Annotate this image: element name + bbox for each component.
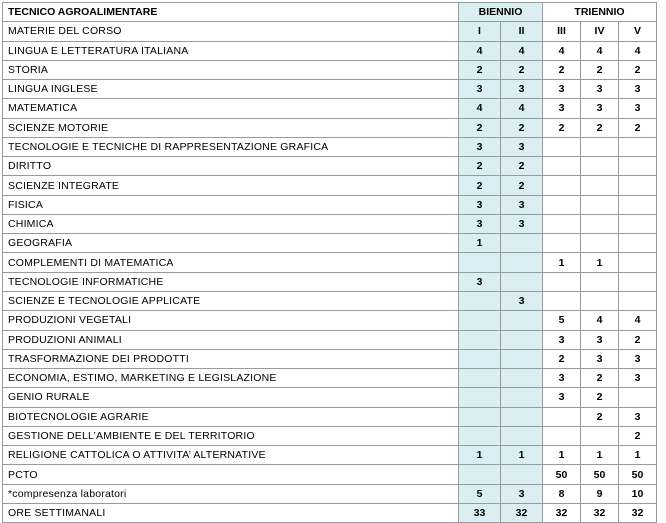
hours-year-5: 10 xyxy=(619,484,657,503)
hours-year-1 xyxy=(459,465,501,484)
hours-year-5: 50 xyxy=(619,465,657,484)
hours-year-1: 2 xyxy=(459,118,501,137)
hours-year-2 xyxy=(501,369,543,388)
hours-year-1: 2 xyxy=(459,176,501,195)
hours-year-3 xyxy=(543,291,581,310)
curriculum-table-body xyxy=(3,3,657,523)
hours-year-3 xyxy=(543,407,581,426)
hours-year-2 xyxy=(501,330,543,349)
hours-year-1: 3 xyxy=(459,137,501,156)
year-header-1: I xyxy=(459,22,501,41)
table-row xyxy=(3,99,657,118)
hours-year-3 xyxy=(543,157,581,176)
hours-year-5: 1 xyxy=(619,446,657,465)
table-row xyxy=(3,195,657,214)
hours-year-2 xyxy=(501,311,543,330)
hours-year-5: 3 xyxy=(619,407,657,426)
hours-year-3 xyxy=(543,137,581,156)
header-row xyxy=(3,3,657,22)
hours-year-2: 3 xyxy=(501,195,543,214)
hours-year-3: 3 xyxy=(543,330,581,349)
table-row xyxy=(3,388,657,407)
hours-year-2 xyxy=(501,253,543,272)
hours-year-2 xyxy=(501,465,543,484)
hours-year-1: 4 xyxy=(459,99,501,118)
subject-name: BIOTECNOLOGIE AGRARIE xyxy=(3,407,459,426)
table-row xyxy=(3,311,657,330)
hours-year-2: 3 xyxy=(501,214,543,233)
subject-name: DIRITTO xyxy=(3,157,459,176)
hours-year-3: 2 xyxy=(543,349,581,368)
subject-name: GENIO RURALE xyxy=(3,388,459,407)
hours-year-5: 3 xyxy=(619,349,657,368)
subject-name: ORE SETTIMANALI xyxy=(3,503,459,522)
hours-year-5 xyxy=(619,214,657,233)
hours-year-5: 4 xyxy=(619,41,657,60)
hours-year-2: 1 xyxy=(501,446,543,465)
hours-year-5: 3 xyxy=(619,369,657,388)
hours-year-3 xyxy=(543,176,581,195)
hours-year-5: 3 xyxy=(619,80,657,99)
hours-year-2: 32 xyxy=(501,503,543,522)
hours-year-5 xyxy=(619,234,657,253)
hours-year-4 xyxy=(581,195,619,214)
table-row xyxy=(3,369,657,388)
hours-year-5 xyxy=(619,137,657,156)
hours-year-1 xyxy=(459,388,501,407)
table-row xyxy=(3,80,657,99)
hours-year-1: 3 xyxy=(459,195,501,214)
subject-name: *compresenza laboratori xyxy=(3,484,459,503)
hours-year-1: 3 xyxy=(459,272,501,291)
hours-year-1: 33 xyxy=(459,503,501,522)
hours-year-2 xyxy=(501,426,543,445)
hours-year-4: 1 xyxy=(581,253,619,272)
hours-year-2: 2 xyxy=(501,176,543,195)
hours-year-1 xyxy=(459,407,501,426)
year-header-3: III xyxy=(543,22,581,41)
subject-name: CHIMICA xyxy=(3,214,459,233)
hours-year-4: 2 xyxy=(581,60,619,79)
hours-year-5: 2 xyxy=(619,60,657,79)
hours-year-4: 2 xyxy=(581,388,619,407)
hours-year-2 xyxy=(501,234,543,253)
hours-year-2: 3 xyxy=(501,484,543,503)
subject-name: FISICA xyxy=(3,195,459,214)
hours-year-1 xyxy=(459,253,501,272)
hours-year-3 xyxy=(543,234,581,253)
hours-year-1: 2 xyxy=(459,60,501,79)
hours-year-4 xyxy=(581,234,619,253)
subject-name: MATEMATICA xyxy=(3,99,459,118)
hours-year-5: 2 xyxy=(619,330,657,349)
hours-year-1 xyxy=(459,311,501,330)
hours-year-4: 3 xyxy=(581,99,619,118)
hours-year-3: 3 xyxy=(543,388,581,407)
hours-year-2: 2 xyxy=(501,157,543,176)
subject-name: GEOGRAFIA xyxy=(3,234,459,253)
table-row xyxy=(3,118,657,137)
table-row xyxy=(3,484,657,503)
table-row xyxy=(3,291,657,310)
hours-year-4: 4 xyxy=(581,311,619,330)
subject-name: STORIA xyxy=(3,60,459,79)
subject-name: SCIENZE MOTORIE xyxy=(3,118,459,137)
hours-year-2 xyxy=(501,272,543,291)
year-header-5: V xyxy=(619,22,657,41)
subject-name: LINGUA E LETTERATURA ITALIANA xyxy=(3,41,459,60)
table-row xyxy=(3,349,657,368)
hours-year-4: 3 xyxy=(581,330,619,349)
subject-name: SCIENZE E TECNOLOGIE APPLICATE xyxy=(3,291,459,310)
hours-year-2 xyxy=(501,349,543,368)
hours-year-1 xyxy=(459,426,501,445)
table-row xyxy=(3,272,657,291)
hours-year-4: 32 xyxy=(581,503,619,522)
group-biennio-header: BIENNIO xyxy=(459,3,543,22)
hours-year-2 xyxy=(501,388,543,407)
hours-year-1 xyxy=(459,291,501,310)
subject-name: TECNOLOGIE INFORMATICHE xyxy=(3,272,459,291)
hours-year-4 xyxy=(581,176,619,195)
table-row xyxy=(3,503,657,522)
hours-year-3: 50 xyxy=(543,465,581,484)
hours-year-1: 1 xyxy=(459,446,501,465)
table-row xyxy=(3,176,657,195)
hours-year-5: 4 xyxy=(619,311,657,330)
hours-year-4: 2 xyxy=(581,407,619,426)
hours-year-5: 2 xyxy=(619,426,657,445)
hours-year-2: 3 xyxy=(501,80,543,99)
hours-year-3: 5 xyxy=(543,311,581,330)
hours-year-2 xyxy=(501,407,543,426)
hours-year-5 xyxy=(619,195,657,214)
hours-year-5: 32 xyxy=(619,503,657,522)
subject-name: SCIENZE INTEGRATE xyxy=(3,176,459,195)
hours-year-1: 4 xyxy=(459,41,501,60)
year-header-2: II xyxy=(501,22,543,41)
subject-name: LINGUA INGLESE xyxy=(3,80,459,99)
curriculum-table xyxy=(2,2,657,523)
hours-year-1: 3 xyxy=(459,80,501,99)
table-row xyxy=(3,60,657,79)
hours-year-4: 50 xyxy=(581,465,619,484)
table-row xyxy=(3,137,657,156)
hours-year-3: 1 xyxy=(543,446,581,465)
hours-year-3: 3 xyxy=(543,369,581,388)
hours-year-3 xyxy=(543,195,581,214)
hours-year-5 xyxy=(619,388,657,407)
hours-year-4 xyxy=(581,291,619,310)
subject-name: COMPLEMENTI DI MATEMATICA xyxy=(3,253,459,272)
hours-year-5: 2 xyxy=(619,118,657,137)
hours-year-2: 3 xyxy=(501,291,543,310)
table-row xyxy=(3,426,657,445)
hours-year-2: 2 xyxy=(501,60,543,79)
table-row xyxy=(3,41,657,60)
hours-year-3 xyxy=(543,426,581,445)
hours-year-5 xyxy=(619,272,657,291)
table-row xyxy=(3,465,657,484)
table-row xyxy=(3,214,657,233)
hours-year-3: 2 xyxy=(543,60,581,79)
hours-year-3: 1 xyxy=(543,253,581,272)
hours-year-1: 5 xyxy=(459,484,501,503)
table-row xyxy=(3,446,657,465)
hours-year-2: 3 xyxy=(501,137,543,156)
year-header-4: IV xyxy=(581,22,619,41)
hours-year-3: 3 xyxy=(543,99,581,118)
hours-year-4 xyxy=(581,426,619,445)
table-title: TECNICO AGROALIMENTARE xyxy=(3,3,459,22)
table-row xyxy=(3,234,657,253)
hours-year-2: 4 xyxy=(501,99,543,118)
hours-year-3: 3 xyxy=(543,80,581,99)
hours-year-3 xyxy=(543,214,581,233)
subject-name: PRODUZIONI VEGETALI xyxy=(3,311,459,330)
hours-year-5 xyxy=(619,157,657,176)
hours-year-4: 1 xyxy=(581,446,619,465)
table-row xyxy=(3,157,657,176)
columns-row xyxy=(3,22,657,41)
hours-year-5 xyxy=(619,176,657,195)
group-triennio-header: TRIENNIO xyxy=(543,3,657,22)
hours-year-2: 4 xyxy=(501,41,543,60)
hours-year-4: 3 xyxy=(581,80,619,99)
hours-year-3 xyxy=(543,272,581,291)
hours-year-1: 1 xyxy=(459,234,501,253)
hours-year-1: 2 xyxy=(459,157,501,176)
hours-year-4: 2 xyxy=(581,369,619,388)
hours-year-1 xyxy=(459,330,501,349)
hours-year-3: 32 xyxy=(543,503,581,522)
hours-year-2: 2 xyxy=(501,118,543,137)
hours-year-3: 2 xyxy=(543,118,581,137)
table-row xyxy=(3,253,657,272)
hours-year-4 xyxy=(581,272,619,291)
hours-year-3: 8 xyxy=(543,484,581,503)
table-row xyxy=(3,330,657,349)
hours-year-4: 3 xyxy=(581,349,619,368)
hours-year-1 xyxy=(459,369,501,388)
hours-year-4: 4 xyxy=(581,41,619,60)
hours-year-4 xyxy=(581,157,619,176)
hours-year-3: 4 xyxy=(543,41,581,60)
curriculum-table-container xyxy=(2,2,657,523)
hours-year-5 xyxy=(619,291,657,310)
subjects-column-header: MATERIE DEL CORSO xyxy=(3,22,459,41)
hours-year-4 xyxy=(581,137,619,156)
hours-year-5 xyxy=(619,253,657,272)
hours-year-4: 2 xyxy=(581,118,619,137)
subject-name: RELIGIONE CATTOLICA O ATTIVITA’ ALTERNATIVE xyxy=(3,446,459,465)
hours-year-5: 3 xyxy=(619,99,657,118)
subject-name: PCTO xyxy=(3,465,459,484)
subject-name: ECONOMIA, ESTIMO, MARKETING E LEGISLAZIONE xyxy=(3,369,459,388)
subject-name: PRODUZIONI ANIMALI xyxy=(3,330,459,349)
hours-year-1: 3 xyxy=(459,214,501,233)
table-row xyxy=(3,407,657,426)
subject-name: GESTIONE DELL’AMBIENTE E DEL TERRITORIO xyxy=(3,426,459,445)
hours-year-1 xyxy=(459,349,501,368)
hours-year-4 xyxy=(581,214,619,233)
hours-year-4: 9 xyxy=(581,484,619,503)
subject-name: TRASFORMAZIONE DEI PRODOTTI xyxy=(3,349,459,368)
subject-name: TECNOLOGIE E TECNICHE DI RAPPRESENTAZIONE GRAFICA xyxy=(3,137,459,156)
